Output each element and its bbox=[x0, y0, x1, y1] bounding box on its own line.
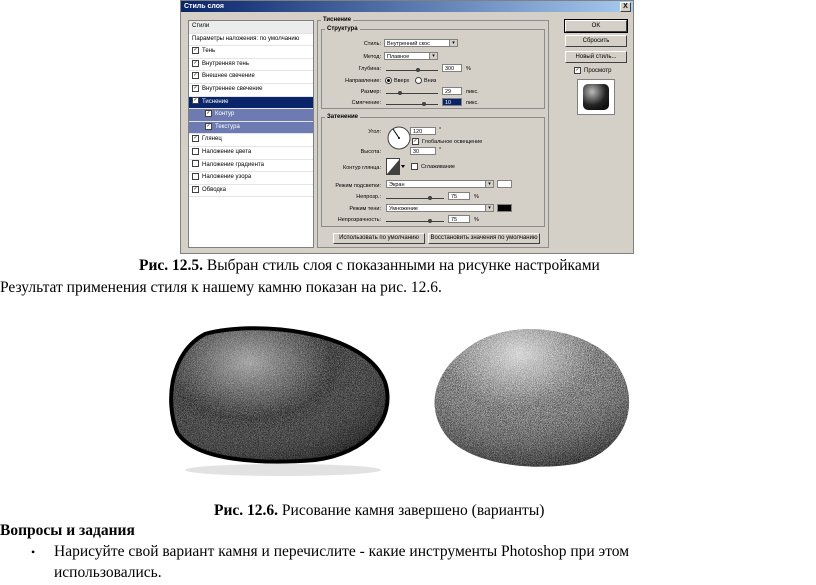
checkbox-checked-icon[interactable]: ✓ bbox=[193, 59, 198, 66]
shadow-opacity-unit: % bbox=[474, 217, 479, 223]
depth-slider[interactable] bbox=[386, 70, 438, 71]
gloss-contour-label: Контур глянца: bbox=[342, 165, 381, 171]
checkbox-checked-icon[interactable]: ✓ bbox=[193, 84, 198, 91]
stones-figure bbox=[165, 322, 645, 482]
style-list-item-label: Обводка bbox=[202, 186, 227, 193]
style-list-item-label: Наложение градиента bbox=[202, 161, 264, 168]
highlight-mode-label: Режим подсветки: bbox=[335, 183, 381, 189]
direction-up-option[interactable] bbox=[385, 77, 409, 84]
styles-list bbox=[188, 20, 314, 248]
highlight-opacity-slider[interactable] bbox=[386, 198, 444, 199]
style-list-item[interactable] bbox=[189, 122, 313, 135]
style-list-item[interactable] bbox=[189, 46, 313, 59]
style-select-value: Внутренний скос bbox=[387, 41, 430, 47]
layer-style-dialog bbox=[180, 0, 634, 254]
highlight-mode-select[interactable] bbox=[386, 180, 494, 188]
new-style-button[interactable]: Новый стиль... bbox=[565, 51, 627, 63]
reset-button[interactable]: Сбросить bbox=[565, 35, 627, 47]
altitude-input[interactable]: 30 bbox=[410, 147, 436, 155]
dialog-title: Стиль слоя bbox=[184, 3, 224, 10]
chevron-down-icon: ▾ bbox=[485, 205, 493, 211]
figure-caption-text: Выбран стиль слоя с показанными на рисунке настройками bbox=[206, 257, 600, 274]
technique-select-value: Плавное bbox=[387, 54, 410, 60]
depth-input[interactable]: 300 bbox=[442, 64, 462, 72]
soften-input[interactable]: 10 bbox=[442, 98, 462, 106]
stone-2 bbox=[415, 322, 645, 482]
figure-caption-12-6 bbox=[214, 502, 544, 520]
direction-label: Направление: bbox=[345, 78, 381, 84]
checkbox-checked-icon[interactable]: ✓ bbox=[193, 47, 198, 54]
shadow-mode-select[interactable] bbox=[386, 204, 494, 212]
shading-group-title: Затенение bbox=[327, 114, 358, 120]
chevron-down-icon: ▾ bbox=[449, 40, 457, 46]
size-label: Размер: bbox=[360, 89, 381, 95]
style-list-item[interactable] bbox=[189, 97, 313, 110]
style-list-item-label: Внутреннее свечение bbox=[202, 85, 263, 92]
global-light-option[interactable] bbox=[412, 138, 482, 145]
style-list-item[interactable] bbox=[189, 147, 313, 160]
bevel-group-title: Тиснение bbox=[323, 17, 352, 23]
checkbox-icon[interactable] bbox=[192, 173, 199, 180]
paragraph: Результат применения стиля к нашему камню показан на рис. 12.6. bbox=[0, 279, 442, 296]
style-list-item[interactable] bbox=[189, 71, 313, 84]
style-list-item-label: Глянец bbox=[202, 136, 222, 143]
checkbox-icon[interactable] bbox=[411, 163, 418, 170]
direction-up-label: Вверх bbox=[394, 77, 410, 84]
preview-option[interactable] bbox=[574, 67, 611, 74]
style-list-item-label: Тиснение bbox=[202, 98, 229, 105]
style-list-item[interactable] bbox=[189, 84, 313, 97]
technique-label: Метод: bbox=[363, 54, 381, 60]
style-list-item[interactable] bbox=[189, 172, 313, 185]
style-select[interactable] bbox=[384, 39, 458, 47]
question-item-line-1: Нарисуйте свой вариант камня и перечислите - какие инструменты Photoshop при этом bbox=[54, 543, 630, 560]
style-list-item-label: Контур bbox=[215, 111, 235, 118]
style-list-item[interactable] bbox=[189, 185, 313, 198]
altitude-unit: ° bbox=[439, 147, 442, 153]
checkbox-icon[interactable] bbox=[192, 160, 199, 167]
make-default-button[interactable]: Использовать по умолчанию bbox=[333, 233, 425, 244]
depth-unit: % bbox=[466, 66, 471, 72]
checkbox-checked-icon[interactable]: ✓ bbox=[206, 110, 211, 117]
style-list-item-label: Внешнее свечение bbox=[202, 73, 255, 80]
angle-label: Угол: bbox=[368, 129, 381, 135]
angle-unit: ° bbox=[439, 127, 442, 133]
preview-label: Просмотр bbox=[584, 68, 612, 75]
radio-selected-icon[interactable] bbox=[385, 77, 392, 84]
antialias-option[interactable] bbox=[411, 163, 455, 170]
style-list-item[interactable] bbox=[189, 34, 313, 47]
style-label: Стиль: bbox=[363, 41, 381, 47]
highlight-opacity-knob[interactable] bbox=[428, 196, 432, 200]
highlight-opacity-unit: % bbox=[474, 194, 479, 200]
style-list-item[interactable] bbox=[189, 160, 313, 173]
shadow-opacity-slider[interactable] bbox=[386, 221, 444, 222]
style-list-item-label: Наложение узора bbox=[202, 174, 252, 181]
highlight-opacity-input[interactable]: 75 bbox=[448, 192, 470, 200]
style-list-item-label: Внутренняя тень bbox=[202, 60, 249, 67]
angle-dial-icon[interactable] bbox=[386, 125, 412, 151]
size-unit: пикс. bbox=[466, 89, 479, 95]
checkbox-checked-icon[interactable]: ✓ bbox=[193, 72, 198, 79]
reset-to-default-button[interactable]: Восстановить значения по умолчанию bbox=[428, 233, 540, 244]
shadow-opacity-label: Непрозрачность: bbox=[337, 217, 381, 223]
figure-caption-12-5 bbox=[139, 257, 600, 275]
shadow-opacity-knob[interactable] bbox=[428, 219, 432, 223]
style-list-item[interactable] bbox=[189, 134, 313, 147]
antialias-label: Сглаживание bbox=[421, 163, 455, 170]
checkbox-checked-icon[interactable]: ✓ bbox=[193, 185, 198, 192]
highlight-mode-value: Экран bbox=[389, 182, 405, 188]
question-item-line-2: использовались. bbox=[54, 564, 162, 581]
checkbox-icon[interactable] bbox=[192, 148, 199, 155]
checkbox-checked-icon[interactable]: ✓ bbox=[206, 122, 211, 129]
chevron-down-icon: ▾ bbox=[485, 181, 493, 187]
checkbox-checked-icon[interactable]: ✓ bbox=[193, 135, 198, 142]
styles-list-header[interactable]: Стили bbox=[189, 21, 313, 34]
questions-heading: Вопросы и задания bbox=[0, 522, 135, 539]
soften-label: Смягчение: bbox=[351, 100, 381, 106]
preview-thumbnail bbox=[583, 84, 609, 110]
shadow-mode-label: Режим тени: bbox=[349, 206, 381, 212]
dialog-titlebar bbox=[181, 1, 633, 12]
chevron-down-icon: ▾ bbox=[429, 53, 437, 59]
stone-1-shadow bbox=[185, 464, 381, 476]
style-list-item-label: Тень bbox=[202, 48, 216, 55]
soften-slider-knob[interactable] bbox=[422, 102, 426, 106]
ok-button[interactable]: OK bbox=[565, 20, 627, 32]
gloss-contour-icon[interactable] bbox=[386, 158, 406, 176]
direction-down-option[interactable] bbox=[415, 77, 436, 84]
size-input[interactable]: 29 bbox=[442, 87, 462, 95]
angle-input[interactable]: 120 bbox=[410, 127, 436, 135]
direction-down-label: Вниз bbox=[424, 77, 437, 84]
close-icon[interactable]: X bbox=[620, 2, 631, 12]
soften-slider[interactable] bbox=[386, 104, 438, 105]
technique-select[interactable] bbox=[384, 52, 438, 60]
style-list-item[interactable] bbox=[189, 59, 313, 72]
style-list-item-label: Параметры наложения: по умолчанию bbox=[192, 35, 300, 42]
highlight-opacity-label: Непрозр.: bbox=[356, 194, 381, 200]
global-light-label: Глобальное освещение bbox=[422, 138, 483, 145]
depth-slider-knob[interactable] bbox=[416, 68, 420, 72]
radio-icon[interactable] bbox=[415, 77, 422, 84]
checkbox-checked-icon[interactable]: ✓ bbox=[575, 67, 580, 73]
figure-number: Рис. 12.6. bbox=[214, 502, 279, 519]
shadow-opacity-input[interactable]: 75 bbox=[448, 215, 470, 223]
figure-number: Рис. 12.5. bbox=[139, 257, 204, 274]
shadow-color-swatch[interactable] bbox=[497, 204, 512, 212]
size-slider[interactable] bbox=[386, 93, 438, 94]
altitude-label: Высота: bbox=[360, 149, 381, 155]
style-list-item[interactable] bbox=[189, 109, 313, 122]
figure-caption-text: Рисование камня завершено (варианты) bbox=[281, 502, 545, 519]
shadow-mode-value: Умножение bbox=[389, 206, 418, 212]
structure-group-title: Структура bbox=[327, 26, 358, 32]
preview-box bbox=[577, 79, 615, 115]
style-list-item-label: Наложение цвета bbox=[202, 148, 252, 155]
depth-label: Глубина: bbox=[358, 66, 381, 72]
checkbox-checked-icon[interactable]: ✓ bbox=[193, 97, 198, 104]
style-list-item-label: Текстура bbox=[215, 123, 240, 130]
stone-1 bbox=[165, 322, 405, 482]
soften-unit: пикс. bbox=[466, 100, 479, 106]
size-slider-knob[interactable] bbox=[398, 91, 402, 95]
bullet-icon: • bbox=[31, 545, 36, 559]
checkbox-checked-icon[interactable]: ✓ bbox=[413, 138, 418, 144]
highlight-color-swatch[interactable] bbox=[497, 180, 512, 188]
